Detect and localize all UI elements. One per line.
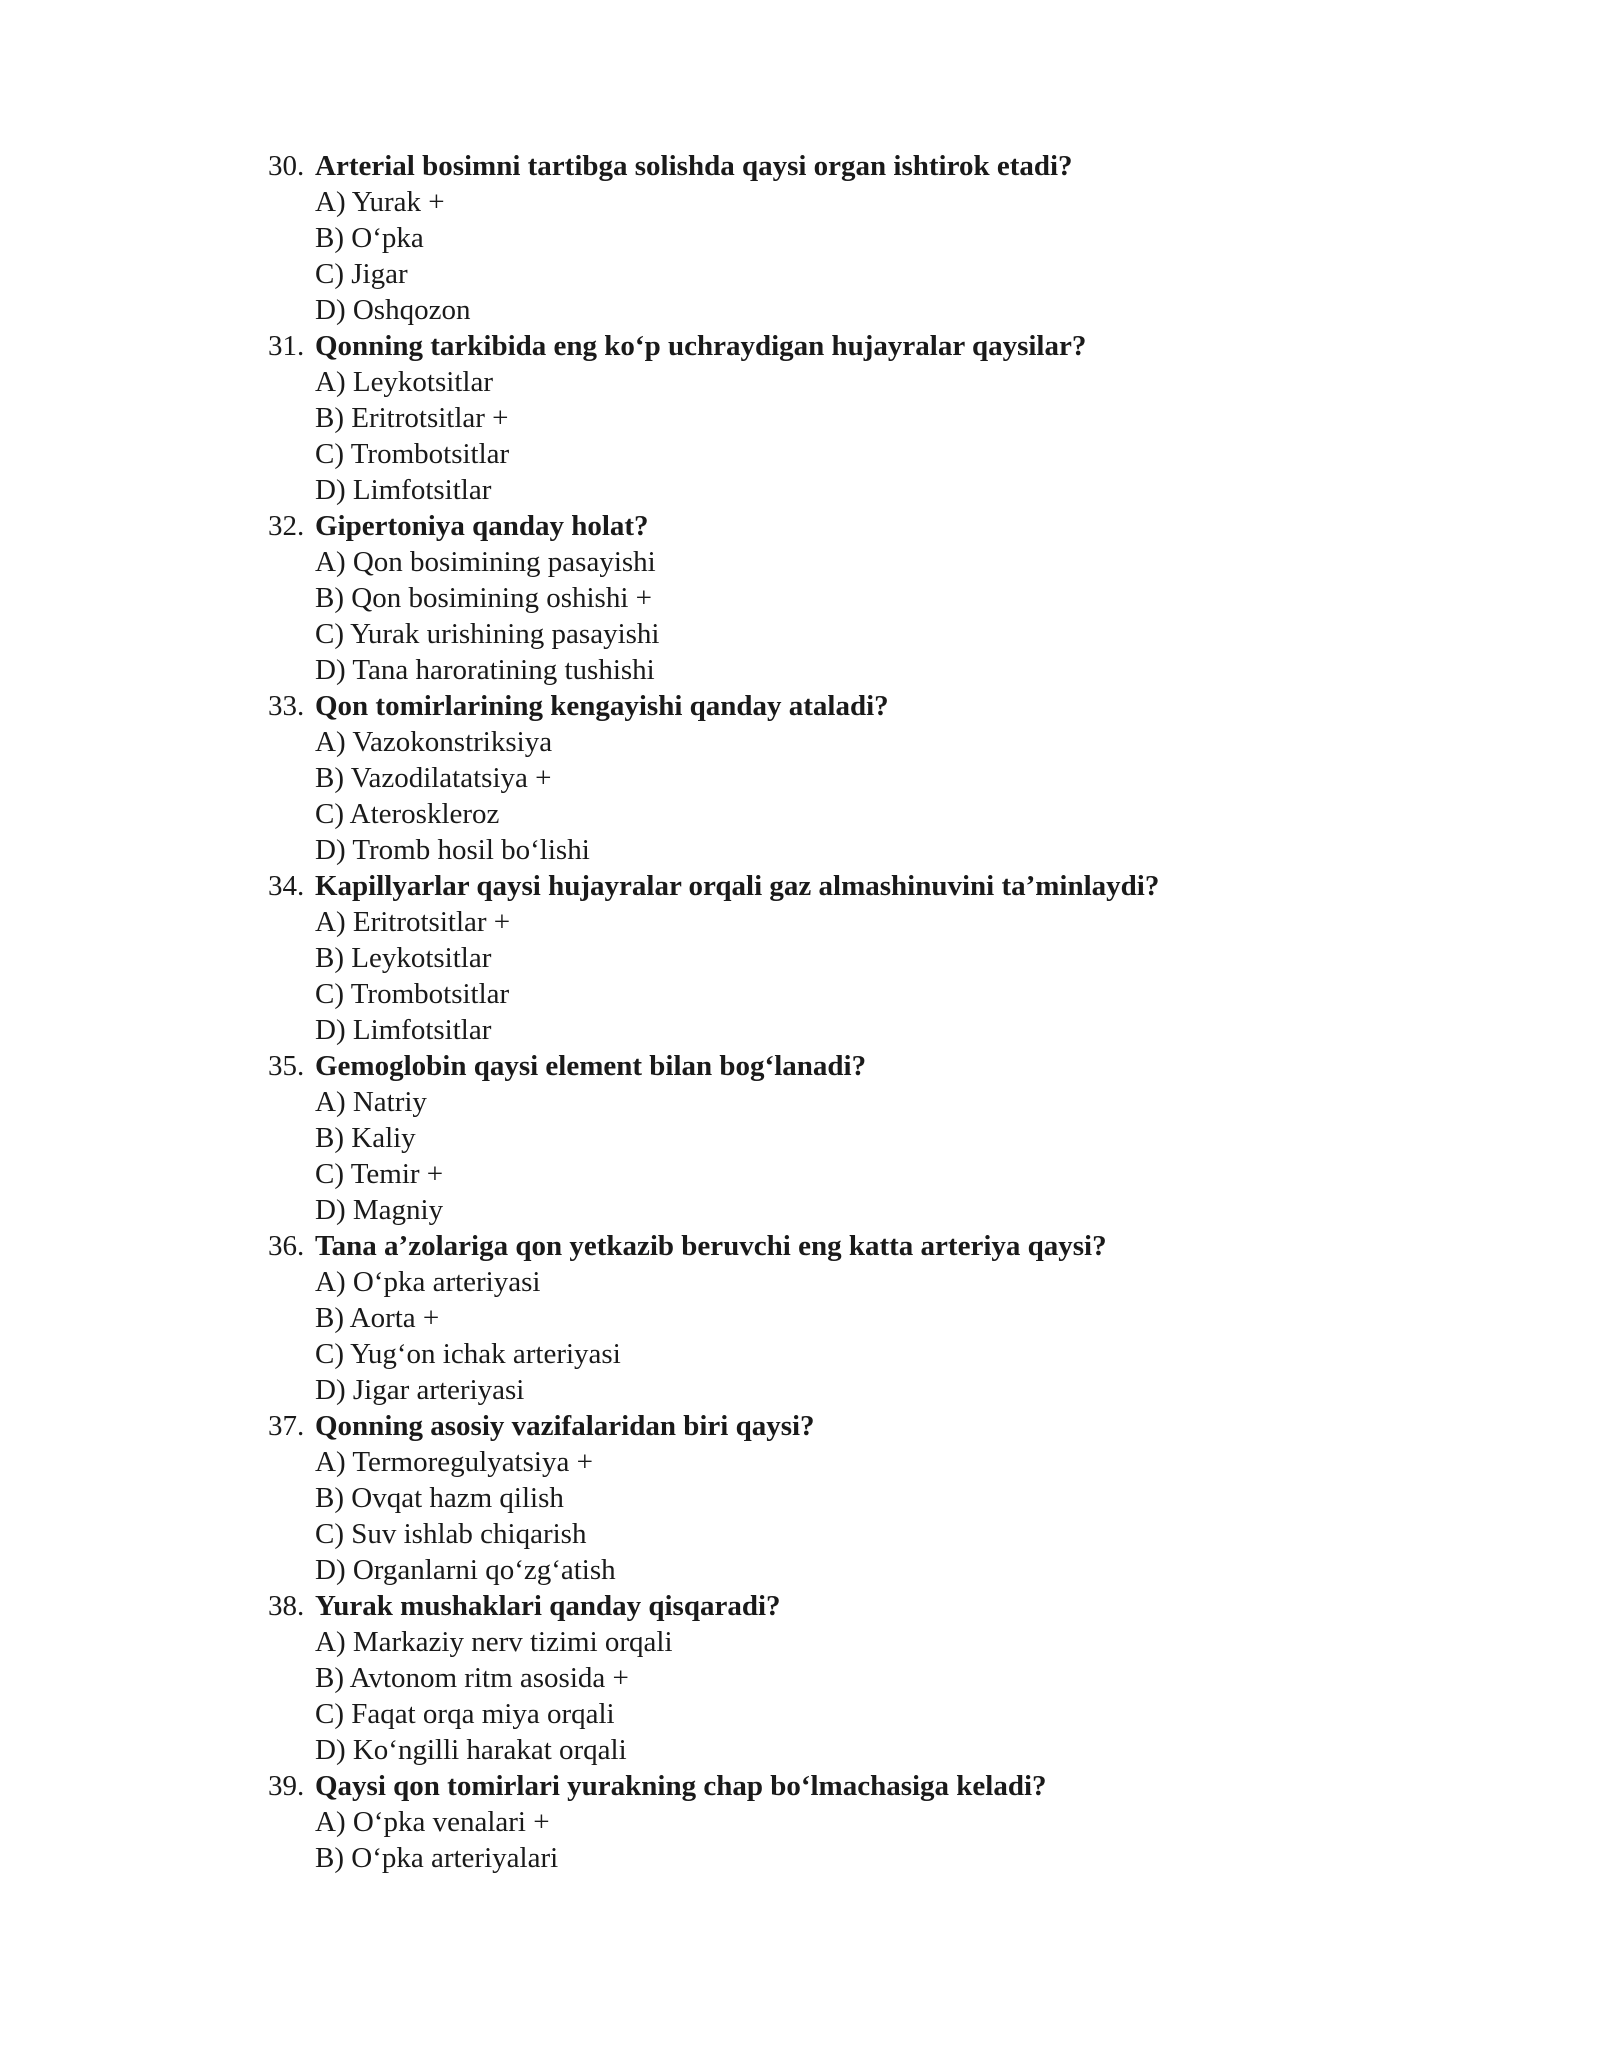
- answer-option-b: B) O‘pka: [315, 222, 424, 254]
- question-text: Arterial bosimni tartibga solishda qaysi organ ishtirok etadi?: [315, 150, 1073, 182]
- answer-option-c: C) Trombotsitlar: [315, 438, 510, 470]
- question-heading: [268, 1408, 1368, 1444]
- answer-option-a: A) Vazokonstriksiya: [315, 726, 553, 758]
- question-list: [268, 148, 1368, 1876]
- question-text: Qon tomirlarining kengayishi qanday ataladi?: [315, 690, 889, 722]
- question-36: [268, 1228, 1368, 1408]
- answer-option-a: A) Yurak +: [315, 186, 445, 218]
- question-34: [268, 868, 1368, 1048]
- question-33: [268, 688, 1368, 868]
- answer-option-b: B) Avtonom ritm asosida +: [315, 1662, 629, 1694]
- question-39: [268, 1768, 1368, 1876]
- question-text: Qonning tarkibida eng ko‘p uchraydigan hujayralar qaysilar?: [315, 330, 1087, 362]
- answer-option-d: D) Organlarni qo‘zg‘atish: [315, 1554, 616, 1586]
- answer-option-b: B) Qon bosimining oshishi +: [315, 582, 652, 614]
- answer-option-a: A) Qon bosimining pasayishi: [315, 546, 656, 578]
- answer-option-d: D) Limfotsitlar: [315, 474, 492, 506]
- answer-option-c: C) Jigar: [315, 258, 408, 290]
- answer-option-d: D) Ko‘ngilli harakat orqali: [315, 1734, 627, 1766]
- question-number: 30.: [268, 150, 305, 182]
- answer-option-c: C) Ateroskleroz: [315, 798, 500, 830]
- answer-option-c: C) Faqat orqa miya orqali: [315, 1698, 615, 1730]
- answer-option-b: B) Leykotsitlar: [315, 942, 492, 974]
- question-number: 33.: [268, 690, 305, 722]
- question-heading: [268, 868, 1368, 904]
- answer-option-c: C) Trombotsitlar: [315, 978, 510, 1010]
- question-text: Kapillyarlar qaysi hujayralar orqali gaz almashinuvini ta’minlaydi?: [315, 870, 1160, 902]
- answer-option-a: A) Eritrotsitlar +: [315, 906, 511, 938]
- question-30: [268, 148, 1368, 328]
- question-35: [268, 1048, 1368, 1228]
- answer-option-b: B) Kaliy: [315, 1122, 416, 1154]
- answer-option-a: A) Markaziy nerv tizimi orqali: [315, 1626, 673, 1658]
- answer-option-b: B) Aorta +: [315, 1302, 440, 1334]
- answer-option-d: D) Magniy: [315, 1194, 444, 1226]
- question-number: 32.: [268, 510, 305, 542]
- question-number: 38.: [268, 1590, 305, 1622]
- answer-options: [268, 544, 1368, 688]
- answer-options: [268, 1444, 1368, 1588]
- question-number: 37.: [268, 1410, 305, 1442]
- question-heading: [268, 688, 1368, 724]
- answer-option-b: B) Ovqat hazm qilish: [315, 1482, 564, 1514]
- question-38: [268, 1588, 1368, 1768]
- answer-option-c: C) Yug‘on ichak arteriyasi: [315, 1338, 621, 1370]
- question-heading: [268, 508, 1368, 544]
- answer-option-a: A) Natriy: [315, 1086, 427, 1118]
- question-heading: [268, 1588, 1368, 1624]
- answer-option-a: A) Leykotsitlar: [315, 366, 493, 398]
- question-heading: [268, 148, 1368, 184]
- answer-option-b: B) O‘pka arteriyalari: [315, 1842, 559, 1874]
- question-heading: [268, 1768, 1368, 1804]
- answer-options: [268, 1084, 1368, 1228]
- answer-options: [268, 904, 1368, 1048]
- question-text: Qaysi qon tomirlari yurakning chap bo‘lmachasiga keladi?: [315, 1770, 1047, 1802]
- answer-options: [268, 1624, 1368, 1768]
- answer-option-c: C) Suv ishlab chiqarish: [315, 1518, 587, 1550]
- question-number: 34.: [268, 870, 305, 902]
- answer-option-a: A) O‘pka arteriyasi: [315, 1266, 541, 1298]
- answer-option-a: A) Termoregulyatsiya +: [315, 1446, 593, 1478]
- answer-option-b: B) Eritrotsitlar +: [315, 402, 509, 434]
- question-text: Yurak mushaklari qanday qisqaradi?: [315, 1590, 781, 1622]
- question-32: [268, 508, 1368, 688]
- answer-option-a: A) O‘pka venalari +: [315, 1806, 550, 1838]
- answer-option-b: B) Vazodilatatsiya +: [315, 762, 552, 794]
- answer-option-d: D) Oshqozon: [315, 294, 471, 326]
- answer-option-c: C) Yurak urishining pasayishi: [315, 618, 660, 650]
- question-text: Gemoglobin qaysi element bilan bog‘lanadi?: [315, 1050, 867, 1082]
- question-text: Tana a’zolariga qon yetkazib beruvchi eng katta arteriya qaysi?: [315, 1230, 1107, 1262]
- question-number: 35.: [268, 1050, 305, 1082]
- answer-option-c: C) Temir +: [315, 1158, 444, 1190]
- answer-option-d: D) Limfotsitlar: [315, 1014, 492, 1046]
- answer-option-d: D) Tromb hosil bo‘lishi: [315, 834, 590, 866]
- question-heading: [268, 1048, 1368, 1084]
- answer-options: [268, 1804, 1368, 1876]
- answer-option-d: D) Jigar arteriyasi: [315, 1374, 525, 1406]
- question-heading: [268, 328, 1368, 364]
- question-heading: [268, 1228, 1368, 1264]
- answer-options: [268, 184, 1368, 328]
- question-31: [268, 328, 1368, 508]
- question-number: 31.: [268, 330, 305, 362]
- question-text: Gipertoniya qanday holat?: [315, 510, 649, 542]
- answer-options: [268, 364, 1368, 508]
- question-37: [268, 1408, 1368, 1588]
- answer-options: [268, 1264, 1368, 1408]
- answer-option-d: D) Tana haroratining tushishi: [315, 654, 655, 686]
- question-number: 39.: [268, 1770, 305, 1802]
- question-number: 36.: [268, 1230, 305, 1262]
- answer-options: [268, 724, 1368, 868]
- question-text: Qonning asosiy vazifalaridan biri qaysi?: [315, 1410, 815, 1442]
